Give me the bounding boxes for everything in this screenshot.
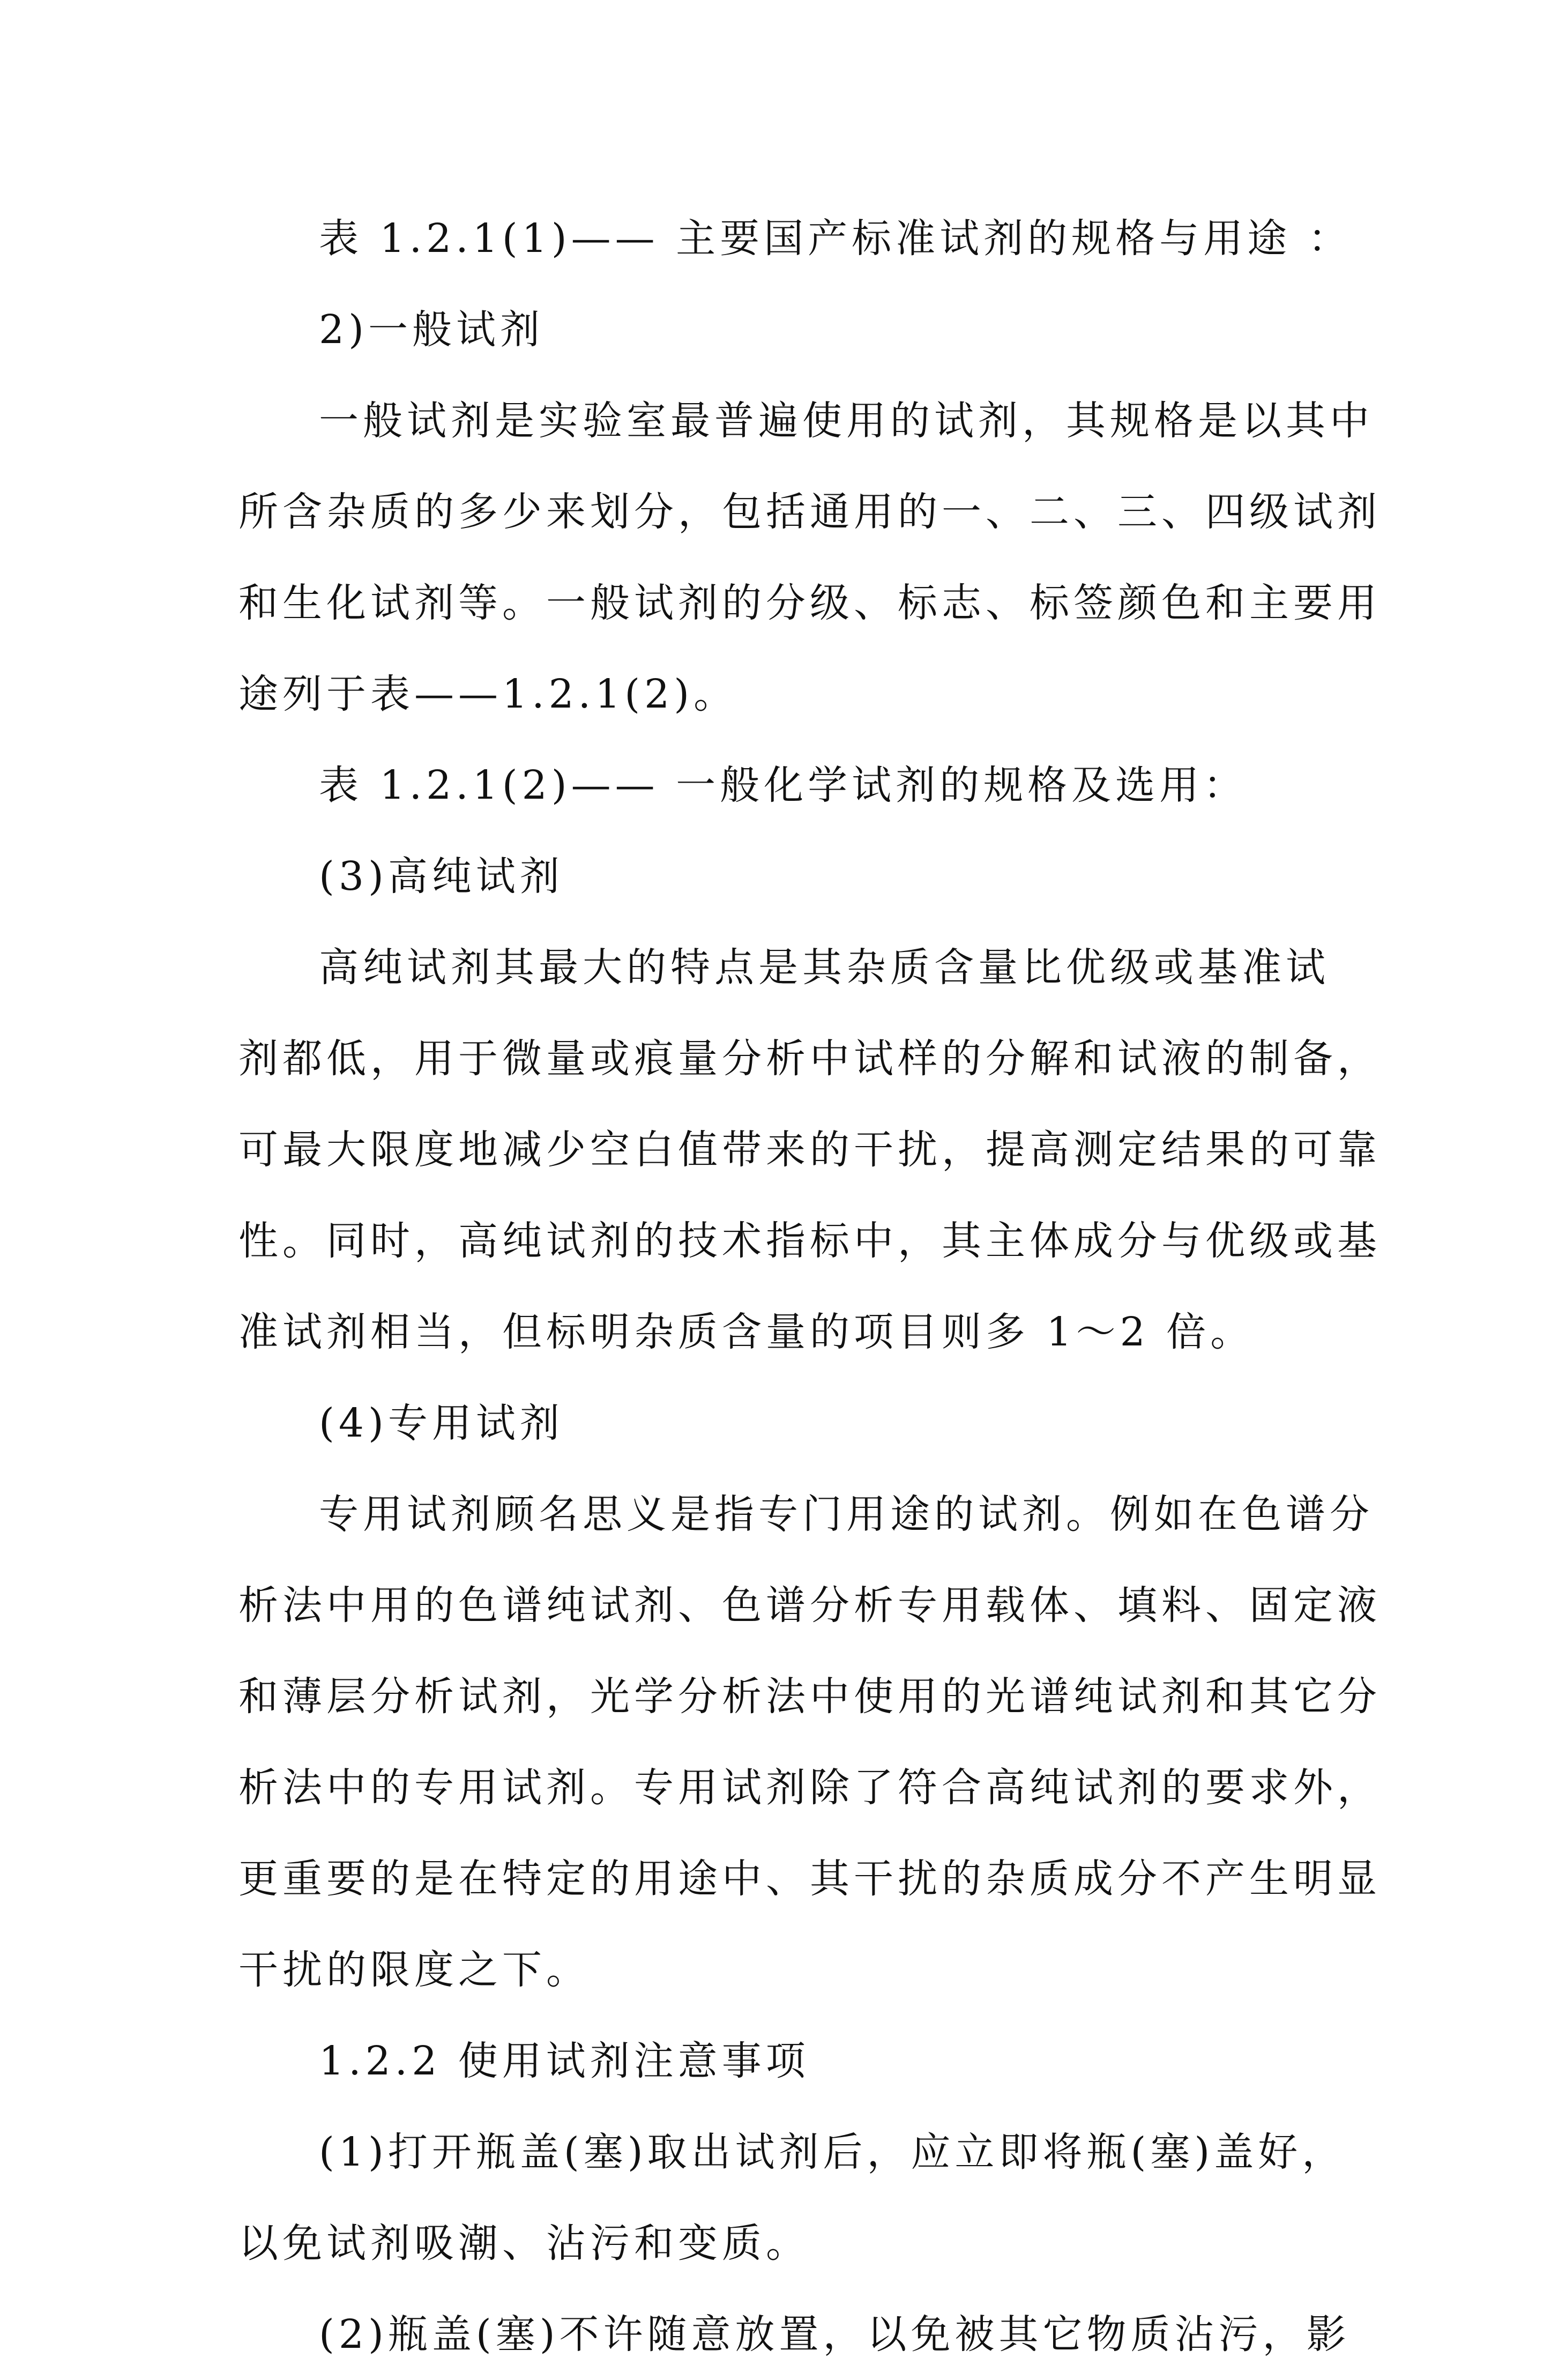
paragraph-line: 剂都低，用于微量或痕量分析中试样的分解和试液的制备，	[238, 1036, 1381, 1082]
section-heading-general-reagents: 2)一般试剂	[319, 307, 544, 353]
section-heading-high-purity: (3)高纯试剂	[319, 853, 564, 899]
paragraph-line: 干扰的限度之下。	[238, 1947, 590, 1993]
paragraph-line: 准试剂相当，但标明杂质含量的项目则多 1～2 倍。	[238, 1309, 1255, 1355]
paragraph-line: 和薄层分析试剂，光学分析法中使用的光谱纯试剂和其它分	[238, 1674, 1381, 1720]
paragraph-line: 一般试剂是实验室最普遍使用的试剂，其规格是以其中	[319, 398, 1374, 444]
table-caption-1: 表 1.2.1(1)—— 主要国产标准试剂的规格与用途 ：	[319, 215, 1352, 262]
paragraph-line: 析法中用的色谱纯试剂、色谱分析专用载体、填料、固定液	[238, 1582, 1381, 1628]
section-heading-special-reagents: (4)专用试剂	[319, 1400, 564, 1446]
document-page	[238, 193, 1380, 2380]
paragraph-line: 以免试剂吸潮、沾污和变质。	[238, 2220, 810, 2266]
paragraph-line: 可最大限度地减少空白值带来的干扰，提高测定结果的可靠	[238, 1127, 1381, 1173]
paragraph-line: 所含杂质的多少来划分，包括通用的一、二、三、四级试剂	[238, 489, 1381, 535]
paragraph-line: 更重要的是在特定的用途中、其干扰的杂质成分不产生明显	[238, 1856, 1381, 1902]
paragraph-line: 和生化试剂等。一般试剂的分级、标志、标签颜色和主要用	[238, 580, 1381, 626]
paragraph-line: 析法中的专用试剂。专用试剂除了符合高纯试剂的要求外，	[238, 1765, 1381, 1811]
paragraph-line: 性。同时，高纯试剂的技术指标中，其主体成分与优级或基	[238, 1218, 1381, 1264]
paragraph-line: 专用试剂顾名思义是指专门用途的试剂。例如在色谱分	[319, 1491, 1374, 1537]
paragraph-line: (2)瓶盖(塞)不许随意放置，以免被其它物质沾污，影	[319, 2311, 1351, 2357]
paragraph-line: 途列于表——1.2.1(2)。	[238, 671, 738, 717]
section-heading-precautions: 1.2.2 使用试剂注意事项	[319, 2038, 810, 2084]
paragraph-line: 高纯试剂其最大的特点是其杂质含量比优级或基准试	[319, 944, 1330, 991]
paragraph-line: (1)打开瓶盖(塞)取出试剂后，应立即将瓶(塞)盖好，	[319, 2129, 1346, 2175]
table-caption-2: 表 1.2.1(2)—— 一般化学试剂的规格及选用：	[319, 762, 1248, 808]
